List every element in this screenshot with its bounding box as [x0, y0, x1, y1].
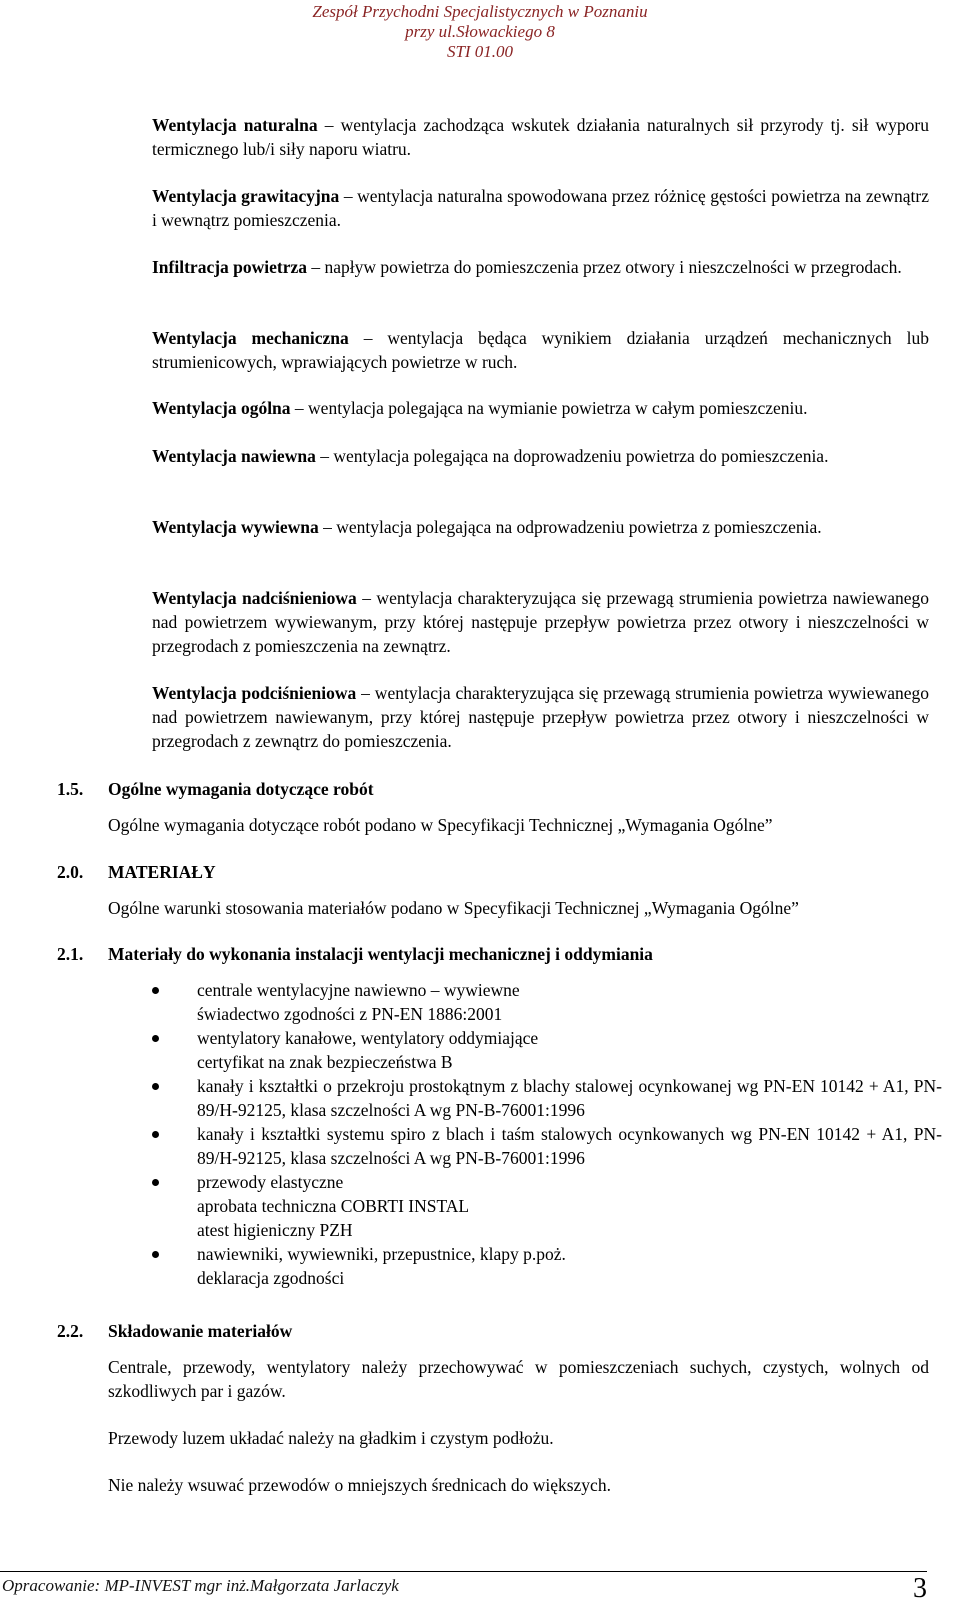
definition-term: Wentylacja podciśnieniowa: [152, 683, 357, 703]
list-item-line: centrale wentylacyjne nawiewno – wywiewne: [197, 980, 520, 1000]
materials-list: [152, 978, 942, 1290]
list-item-line: przewody elastyczne: [197, 1172, 344, 1192]
header-line-3: STI 01.00: [446, 42, 514, 61]
header-line-2: przy ul.Słowackiego 8: [405, 22, 555, 41]
definition-paragraph: [152, 681, 929, 753]
list-item: [152, 1122, 942, 1170]
list-item-line: kanały i kształtki systemu spiro z blach i taśm stalowych ocynkowanych wg PN-EN 10142 + A1, PN-89/H-92125, klasa szczelności A wg PN-B-76001:1996: [197, 1124, 942, 1168]
list-item-line: świadectwo zgodności z PN-EN 1886:2001: [197, 1004, 503, 1024]
section-paragraph: Centrale, przewody, wentylatory należy przechowywać w pomieszczeniach suchych, czystych, wolnych od szkodliwych par i gazów.: [108, 1357, 929, 1401]
section-title: Ogólne wymagania dotyczące robót: [108, 779, 374, 799]
definition-text: – wentylacja naturalna spowodowana przez różnicę gęstości powietrza na zewnątrz i wewnątrz pomieszczenia.: [152, 186, 929, 230]
definition-text: – wentylacja będąca wynikiem działania urządzeń mechanicznych lub strumienicowych, wprawiających powietrze w ruch.: [152, 328, 929, 372]
document-header: [0, 2, 960, 62]
page-number: 3: [913, 1573, 927, 1604]
section-paragraph: Nie należy wsuwać przewodów o mniejszych średnicach do większych.: [108, 1475, 611, 1495]
definition-text: – wentylacja charakteryzująca się przewagą strumienia powietrza wywiewanego nad powietrzem nawiewanym, przy której następuje przepływ powietrza przez otwory i nieszczelności w przegrodach z zewnątrz do pomieszczenia.: [152, 683, 929, 751]
section-heading-2-1: [57, 942, 653, 966]
section-paragraph: Ogólne wymagania dotyczące robót podano w Specyfikacji Technicznej „Wymagania Ogólne”: [108, 815, 773, 835]
list-item: [152, 1170, 942, 1242]
bullet-icon: [152, 987, 159, 994]
footer-divider: [0, 1571, 927, 1572]
section-paragraph: Ogólne warunki stosowania materiałów podano w Specyfikacji Technicznej „Wymagania Ogólne”: [108, 898, 799, 918]
list-item-line: aprobata techniczna COBRTI INSTAL: [197, 1196, 470, 1216]
bullet-icon: [152, 1083, 159, 1090]
definition-paragraph: [152, 255, 929, 279]
bullet-icon: [152, 1035, 159, 1042]
section-paragraph: Przewody luzem układać należy na gładkim i czystym podłożu.: [108, 1428, 554, 1448]
definition-paragraph: [152, 396, 929, 420]
definition-paragraph: [152, 326, 929, 374]
definition-paragraph: [152, 184, 929, 232]
section-title: Składowanie materiałów: [108, 1321, 293, 1341]
definition-text: – wentylacja zachodząca wskutek działania naturalnych sił przyrody tj. sił wyporu termicznego lub/i siły naporu wiatru.: [152, 115, 929, 159]
definition-term: Wentylacja nadciśnieniowa: [152, 588, 357, 608]
definition-text: – wentylacja polegająca na doprowadzeniu powietrza do pomieszczenia.: [315, 446, 829, 466]
definition-term: Wentylacja wywiewna: [152, 517, 319, 537]
header-line-1: Zespół Przychodni Specjalistycznych w Poznaniu: [312, 2, 648, 21]
section-number: 2.1.: [57, 944, 84, 964]
list-item-line: certyfikat na znak bezpieczeństwa B: [197, 1052, 453, 1072]
definition-paragraph: [152, 444, 929, 468]
definition-text: – wentylacja polegająca na wymianie powietrza w całym pomieszczeniu.: [290, 398, 808, 418]
bullet-icon: [152, 1131, 159, 1138]
section-heading-1-5: [57, 777, 374, 801]
bullet-icon: [152, 1179, 159, 1186]
definition-term: Wentylacja nawiewna: [152, 446, 316, 466]
list-item-line: deklaracja zgodności: [197, 1268, 345, 1288]
section-number: 2.2.: [57, 1321, 84, 1341]
list-item-line: kanały i kształtki o przekroju prostokątnym z blachy stalowej ocynkowanej wg PN-EN 10142 + A1, PN-89/H-92125, klasa szczelności A wg PN-B-76001:1996: [197, 1076, 942, 1120]
definition-term: Wentylacja naturalna: [152, 115, 318, 135]
list-item-line: atest higieniczny PZH: [197, 1220, 353, 1240]
section-number: 2.0.: [57, 862, 84, 882]
definition-paragraph: [152, 586, 929, 658]
list-item-line: wentylatory kanałowe, wentylatory oddymiające: [197, 1028, 539, 1048]
section-title: Materiały do wykonania instalacji wentylacji mechanicznej i oddymiania: [108, 944, 653, 964]
definition-text: – wentylacja charakteryzująca się przewagą strumienia powietrza nawiewanego nad powietrzem wywiewanym, przy której następuje przepływ powietrza przez otwory i nieszczelności w przegrodach z pomieszczenia na zewnątrz.: [152, 588, 929, 656]
list-item: [152, 1026, 942, 1074]
definition-paragraph: [152, 515, 929, 539]
section-number: 1.5.: [57, 779, 84, 799]
section-title: MATERIAŁY: [108, 862, 216, 882]
footer-author: Opracowanie: MP-INVEST mgr inż.Małgorzata Jarlaczyk: [2, 1576, 399, 1595]
definition-paragraph: [152, 113, 929, 161]
section-heading-2-2: [57, 1319, 292, 1343]
bullet-icon: [152, 1251, 159, 1258]
section-heading-2-0: [57, 860, 216, 884]
list-item: [152, 978, 942, 1026]
list-item-line: nawiewniki, wywiewniki, przepustnice, klapy p.poż.: [197, 1244, 566, 1264]
definition-term: Wentylacja ogólna: [152, 398, 291, 418]
list-item: [152, 1074, 942, 1122]
definition-term: Infiltracja powietrza: [152, 257, 308, 277]
definition-text: – wentylacja polegająca na odprowadzeniu powietrza z pomieszczenia.: [318, 517, 822, 537]
definition-term: Wentylacja mechaniczna: [152, 328, 349, 348]
definition-term: Wentylacja grawitacyjna: [152, 186, 340, 206]
definition-text: – napływ powietrza do pomieszczenia przez otwory i nieszczelności w przegrodach.: [307, 257, 902, 277]
list-item: [152, 1242, 942, 1290]
